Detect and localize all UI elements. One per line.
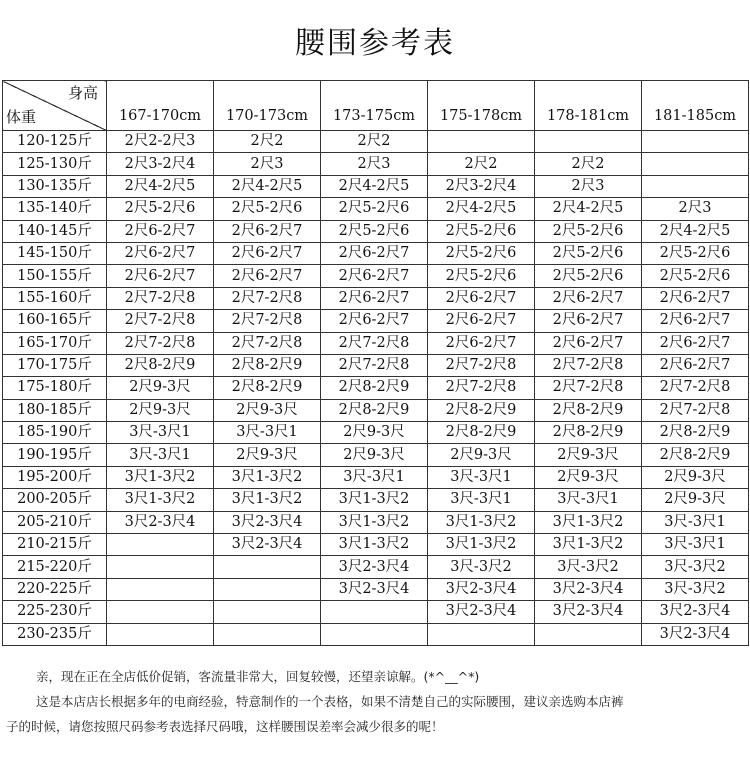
size-cell: 2尺5-2尺6 — [535, 220, 642, 242]
weight-cell: 140-145斤 — [3, 220, 107, 242]
size-cell — [428, 131, 535, 153]
size-cell: 3尺-3尺2 — [428, 556, 535, 578]
size-cell: 3尺-3尺1 — [107, 444, 214, 466]
size-cell: 3尺-3尺2 — [535, 556, 642, 578]
weight-cell: 175-180斤 — [3, 377, 107, 399]
size-cell: 2尺5-2尺6 — [321, 220, 428, 242]
size-cell: 2尺7-2尺8 — [428, 377, 535, 399]
size-cell: 2尺8-2尺9 — [214, 377, 321, 399]
size-cell: 3尺1-3尺2 — [535, 511, 642, 533]
size-cell: 2尺5-2尺6 — [642, 265, 749, 287]
table-row — [3, 489, 749, 511]
size-cell — [107, 578, 214, 600]
size-cell: 2尺4-2尺5 — [107, 175, 214, 197]
size-cell — [107, 623, 214, 645]
table-row — [3, 422, 749, 444]
size-cell: 3尺-3尺1 — [107, 422, 214, 444]
table-row — [3, 511, 749, 533]
size-cell: 3尺2-3尺4 — [535, 578, 642, 600]
size-cell: 2尺2 — [535, 153, 642, 175]
size-cell: 2尺6-2尺7 — [321, 310, 428, 332]
weight-cell: 130-135斤 — [3, 175, 107, 197]
size-cell: 2尺9-3尺 — [428, 444, 535, 466]
size-cell: 2尺6-2尺7 — [428, 310, 535, 332]
size-cell: 2尺6-2尺7 — [214, 265, 321, 287]
size-cell: 2尺4-2尺5 — [321, 175, 428, 197]
size-cell: 2尺6-2尺7 — [642, 310, 749, 332]
size-cell — [107, 601, 214, 623]
size-cell: 2尺7-2尺8 — [642, 399, 749, 421]
size-cell: 2尺2 — [214, 131, 321, 153]
table-row — [3, 444, 749, 466]
size-cell: 2尺5-2尺6 — [107, 198, 214, 220]
size-cell: 2尺7-2尺8 — [214, 310, 321, 332]
size-cell: 3尺1-3尺2 — [428, 511, 535, 533]
size-cell: 2尺3-2尺4 — [107, 153, 214, 175]
size-cell: 2尺7-2尺8 — [535, 377, 642, 399]
table-row — [3, 242, 749, 264]
size-cell: 2尺7-2尺8 — [428, 354, 535, 376]
size-cell: 2尺8-2尺9 — [428, 399, 535, 421]
table-row — [3, 399, 749, 421]
size-cell: 2尺8-2尺9 — [107, 354, 214, 376]
size-cell: 2尺7-2尺8 — [107, 332, 214, 354]
weight-cell: 180-185斤 — [3, 399, 107, 421]
size-cell: 3尺1-3尺2 — [214, 489, 321, 511]
table-row — [3, 466, 749, 488]
size-cell: 3尺-3尺1 — [428, 489, 535, 511]
size-cell: 3尺2-3尺4 — [321, 578, 428, 600]
table-row — [3, 131, 749, 153]
size-cell: 2尺2 — [428, 153, 535, 175]
size-cell: 2尺5-2尺6 — [428, 220, 535, 242]
height-header: 167-170cm — [107, 81, 214, 131]
size-cell: 2尺9-3尺 — [321, 444, 428, 466]
size-cell — [107, 534, 214, 556]
table-row — [3, 354, 749, 376]
size-cell: 2尺3 — [321, 153, 428, 175]
size-cell: 3尺-3尺1 — [214, 422, 321, 444]
table-row — [3, 220, 749, 242]
size-cell: 3尺1-3尺2 — [107, 466, 214, 488]
size-cell: 3尺2-3尺4 — [642, 601, 749, 623]
size-cell: 2尺7-2尺8 — [642, 377, 749, 399]
size-cell: 2尺6-2尺7 — [535, 332, 642, 354]
size-cell: 3尺1-3尺2 — [321, 511, 428, 533]
weight-cell: 210-215斤 — [3, 534, 107, 556]
size-cell: 2尺6-2尺7 — [214, 220, 321, 242]
weight-cell: 170-175斤 — [3, 354, 107, 376]
size-cell: 2尺9-3尺 — [535, 466, 642, 488]
size-cell: 2尺7-2尺8 — [321, 332, 428, 354]
size-cell: 2尺5-2尺6 — [535, 242, 642, 264]
height-axis-label: 身高 — [67, 84, 98, 102]
size-cell: 2尺6-2尺7 — [428, 332, 535, 354]
size-cell: 2尺6-2尺7 — [321, 265, 428, 287]
size-cell — [642, 175, 749, 197]
weight-cell: 165-170斤 — [3, 332, 107, 354]
size-cell: 3尺1-3尺2 — [535, 534, 642, 556]
notes — [0, 664, 750, 739]
size-cell: 3尺-3尺1 — [535, 489, 642, 511]
size-cell — [214, 578, 321, 600]
size-cell: 3尺1-3尺2 — [107, 489, 214, 511]
size-cell: 2尺8-2尺9 — [321, 399, 428, 421]
size-cell: 2尺6-2尺7 — [214, 242, 321, 264]
size-cell: 3尺-3尺1 — [428, 466, 535, 488]
size-cell: 2尺6-2尺7 — [107, 265, 214, 287]
size-cell: 3尺1-3尺2 — [321, 489, 428, 511]
size-cell: 3尺2-3尺4 — [214, 534, 321, 556]
size-cell: 3尺1-3尺2 — [214, 466, 321, 488]
size-cell: 2尺6-2尺7 — [535, 310, 642, 332]
size-cell: 2尺6-2尺7 — [642, 354, 749, 376]
size-cell: 2尺4-2尺5 — [642, 220, 749, 242]
size-cell: 2尺7-2尺8 — [214, 332, 321, 354]
size-cell: 2尺2 — [321, 131, 428, 153]
page-title: 腰围参考表 — [295, 26, 455, 61]
height-header: 173-175cm — [321, 81, 428, 131]
corner-header — [3, 81, 107, 131]
weight-cell: 220-225斤 — [3, 578, 107, 600]
height-header: 181-185cm — [642, 81, 749, 131]
size-cell: 3尺-3尺2 — [642, 578, 749, 600]
size-cell — [535, 623, 642, 645]
size-cell: 2尺4-2尺5 — [535, 198, 642, 220]
weight-axis-label: 体重 — [6, 108, 37, 126]
size-cell: 2尺9-3尺 — [214, 399, 321, 421]
size-cell: 2尺5-2尺6 — [321, 198, 428, 220]
waist-size-table — [2, 80, 749, 646]
size-cell: 3尺2-3尺4 — [214, 511, 321, 533]
size-cell: 2尺4-2尺5 — [214, 175, 321, 197]
size-cell: 3尺2-3尺4 — [428, 601, 535, 623]
size-cell — [321, 623, 428, 645]
table-row — [3, 287, 749, 309]
size-cell: 2尺9-3尺 — [321, 422, 428, 444]
size-cell: 2尺6-2尺7 — [428, 287, 535, 309]
size-cell: 2尺7-2尺8 — [107, 310, 214, 332]
table-row — [3, 332, 749, 354]
size-cell — [214, 601, 321, 623]
table-row — [3, 310, 749, 332]
size-cell — [642, 153, 749, 175]
size-cell — [428, 623, 535, 645]
size-cell: 2尺5-2尺6 — [428, 265, 535, 287]
size-cell: 2尺5-2尺6 — [214, 198, 321, 220]
size-cell: 3尺-3尺2 — [642, 556, 749, 578]
weight-cell: 145-150斤 — [3, 242, 107, 264]
size-cell: 2尺5-2尺6 — [535, 265, 642, 287]
size-cell: 2尺8-2尺9 — [642, 422, 749, 444]
size-cell: 2尺8-2尺9 — [535, 399, 642, 421]
size-cell: 2尺6-2尺7 — [321, 287, 428, 309]
size-cell: 2尺3 — [642, 198, 749, 220]
table-row — [3, 175, 749, 197]
size-cell: 2尺7-2尺8 — [107, 287, 214, 309]
size-cell: 2尺3-2尺4 — [428, 175, 535, 197]
height-header: 178-181cm — [535, 81, 642, 131]
size-cell: 3尺1-3尺2 — [321, 534, 428, 556]
size-cell: 3尺2-3尺4 — [535, 601, 642, 623]
size-cell: 2尺6-2尺7 — [107, 220, 214, 242]
table-row — [3, 198, 749, 220]
note-advice: 这是本店店长根据多年的电商经验，特意制作的一个表格，如果不清楚自己的实际腰围，建议亲选购本店裤 — [36, 694, 624, 709]
size-cell: 3尺2-3尺4 — [642, 623, 749, 645]
weight-cell: 120-125斤 — [3, 131, 107, 153]
size-cell: 2尺3 — [214, 153, 321, 175]
size-cell: 2尺8-2尺9 — [321, 377, 428, 399]
weight-cell: 125-130斤 — [3, 153, 107, 175]
weight-cell: 185-190斤 — [3, 422, 107, 444]
size-cell: 2尺5-2尺6 — [428, 242, 535, 264]
size-cell: 2尺9-3尺 — [642, 466, 749, 488]
size-cell: 2尺7-2尺8 — [214, 287, 321, 309]
size-cell: 2尺6-2尺7 — [321, 242, 428, 264]
note-advice-cont: 子的时候，请您按照尺码参考表选择尺码哦，这样腰围误差率会减少很多的呢！ — [6, 719, 444, 734]
size-cell — [107, 556, 214, 578]
size-cell: 2尺8-2尺9 — [642, 444, 749, 466]
table-row — [3, 534, 749, 556]
size-cell — [321, 601, 428, 623]
size-cell: 2尺9-3尺 — [642, 489, 749, 511]
size-cell: 2尺4-2尺5 — [428, 198, 535, 220]
size-cell — [642, 131, 749, 153]
size-cell: 2尺9-3尺 — [107, 377, 214, 399]
note-promo: 亲，现在正在全店低价促销，客流量非常大，回复较慢，还望亲谅解。(*^__^*) — [36, 669, 480, 684]
size-cell — [214, 623, 321, 645]
size-cell: 2尺2-2尺3 — [107, 131, 214, 153]
table-row — [3, 623, 749, 645]
weight-cell: 230-235斤 — [3, 623, 107, 645]
size-cell: 3尺2-3尺4 — [107, 511, 214, 533]
header-row — [3, 81, 749, 131]
size-cell: 3尺2-3尺4 — [321, 556, 428, 578]
size-cell: 2尺6-2尺7 — [535, 287, 642, 309]
size-cell: 2尺6-2尺7 — [642, 332, 749, 354]
size-cell: 3尺-3尺1 — [642, 534, 749, 556]
size-cell: 3尺2-3尺4 — [428, 578, 535, 600]
weight-cell: 205-210斤 — [3, 511, 107, 533]
weight-cell: 135-140斤 — [3, 198, 107, 220]
size-cell: 3尺-3尺1 — [642, 511, 749, 533]
size-cell: 2尺7-2尺8 — [535, 354, 642, 376]
size-cell: 3尺-3尺1 — [321, 466, 428, 488]
weight-cell: 155-160斤 — [3, 287, 107, 309]
weight-cell: 195-200斤 — [3, 466, 107, 488]
size-cell: 2尺6-2尺7 — [107, 242, 214, 264]
height-header: 170-173cm — [214, 81, 321, 131]
weight-cell: 225-230斤 — [3, 601, 107, 623]
table-row — [3, 265, 749, 287]
weight-cell: 150-155斤 — [3, 265, 107, 287]
size-cell: 2尺9-3尺 — [214, 444, 321, 466]
size-cell: 2尺7-2尺8 — [321, 354, 428, 376]
weight-cell: 160-165斤 — [3, 310, 107, 332]
table-row — [3, 556, 749, 578]
size-cell: 2尺8-2尺9 — [535, 422, 642, 444]
size-cell — [214, 556, 321, 578]
weight-cell: 200-205斤 — [3, 489, 107, 511]
size-cell: 2尺9-3尺 — [535, 444, 642, 466]
size-cell: 2尺3 — [535, 175, 642, 197]
size-cell: 2尺5-2尺6 — [642, 242, 749, 264]
table-row — [3, 153, 749, 175]
table-row — [3, 601, 749, 623]
height-header: 175-178cm — [428, 81, 535, 131]
size-cell: 2尺8-2尺9 — [428, 422, 535, 444]
table-row — [3, 578, 749, 600]
size-cell — [535, 131, 642, 153]
size-cell: 2尺8-2尺9 — [214, 354, 321, 376]
weight-cell: 190-195斤 — [3, 444, 107, 466]
size-cell: 3尺1-3尺2 — [428, 534, 535, 556]
table-row — [3, 377, 749, 399]
weight-cell: 215-220斤 — [3, 556, 107, 578]
size-cell: 2尺6-2尺7 — [642, 287, 749, 309]
size-cell: 2尺9-3尺 — [107, 399, 214, 421]
